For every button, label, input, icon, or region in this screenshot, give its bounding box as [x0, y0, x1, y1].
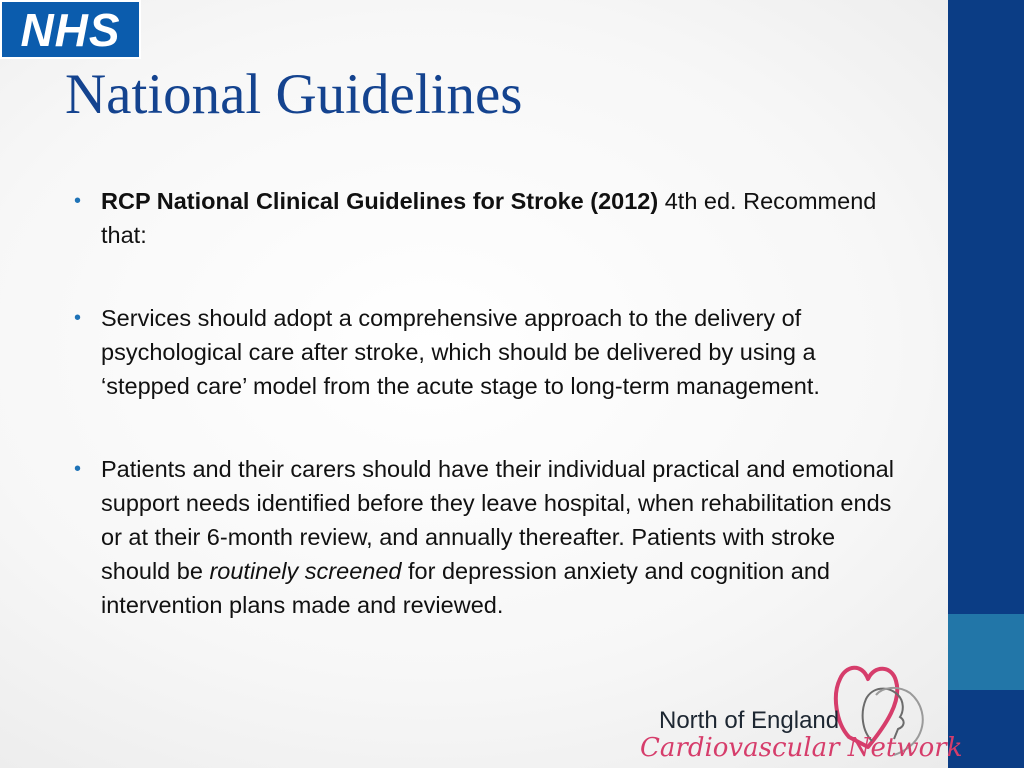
side-bar-accent: [948, 614, 1024, 690]
network-logo-line2: Cardiovascular Network: [640, 733, 963, 763]
bullet-dot: •: [74, 190, 82, 212]
nhs-logo-box: [2, 2, 139, 57]
bullet-dot: •: [74, 458, 82, 480]
nhs-logo-text: NHS: [20, 3, 121, 56]
bullet-text: 4th ed. Recommend that:: [101, 188, 877, 248]
slide-title: National Guidelines: [65, 63, 523, 126]
bullet-item: [74, 452, 894, 622]
bullet-list: [74, 184, 894, 671]
bullet-text: for depression anxiety and cognition and intervention plans made and reviewed.: [101, 558, 830, 618]
nhs-logo: [0, 0, 141, 59]
bullet-text: Services should adopt a comprehensive approach to the delivery of psychological care after stroke, which should be delivered by using a ‘stepped care’ model from the acute stage to long-term management.: [101, 305, 820, 399]
guideline-title: RCP National Clinical Guidelines for Stroke (2012): [101, 188, 659, 214]
bullet-text: Patients and their carers should have their individual practical and emotional support needs identified before they leave hospital, when rehabilitation ends or at their 6-month review, and annually thereafter. Patients with stroke should be: [101, 456, 894, 584]
bullet-item: [74, 184, 894, 252]
network-logo-line1: North of England: [659, 707, 840, 734]
bullet-dot: •: [74, 307, 82, 329]
bullet-emphasis: routinely screened: [209, 558, 402, 584]
bullet-item: [74, 301, 894, 403]
